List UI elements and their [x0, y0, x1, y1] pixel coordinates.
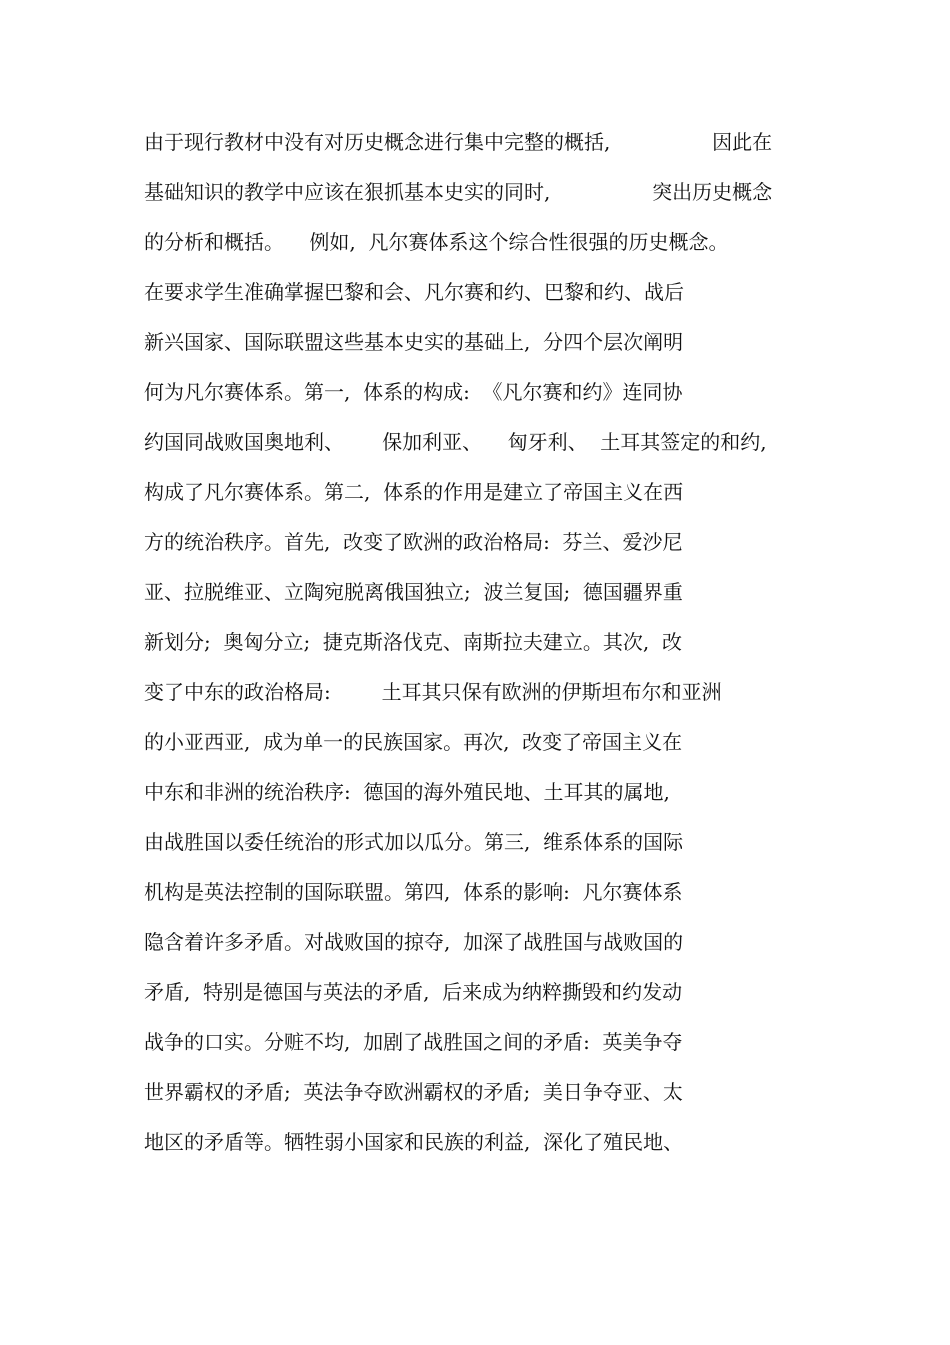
text-line: 在要求学生准确掌握巴黎和会、凡尔赛和约、巴黎和约、战后 — [144, 280, 684, 304]
text-line: 约国同战败国奥地利、 保加利亚、 匈牙利、 土耳其签定的和约, — [144, 430, 767, 454]
text-line: 世界霸权的矛盾; 英法争夺欧洲霸权的矛盾; 美日争夺亚、太 — [144, 1080, 683, 1104]
text-line: 方的统治秩序。首先, 改变了欧洲的政治格局: 芬兰、爱沙尼 — [144, 530, 683, 554]
text-line: 地区的矛盾等。牺牲弱小国家和民族的利益, 深化了殖民地、 — [144, 1130, 684, 1154]
text-line: 的小亚西亚, 成为单一的民族国家。再次, 改变了帝国主义在 — [144, 730, 683, 754]
text-line: 新划分; 奥匈分立; 捷克斯洛伐克、南斯拉夫建立。其次, 改 — [144, 630, 682, 654]
text-line: 机构是英法控制的国际联盟。第四, 体系的影响: 凡尔赛体系 — [144, 880, 683, 904]
text-line: 变了中东的政治格局: 土耳其只保有欧洲的伊斯坦布尔和亚洲 — [144, 680, 722, 704]
text-line: 的分析和概括。 例如, 凡尔赛体系这个综合性很强的历史概念。 — [144, 230, 729, 254]
text-line: 战争的口实。分赃不均, 加剧了战胜国之间的矛盾: 英美争夺 — [144, 1030, 683, 1054]
text-line: 构成了凡尔赛体系。第二, 体系的作用是建立了帝国主义在西 — [144, 480, 684, 504]
text-line: 矛盾, 特别是德国与英法的矛盾, 后来成为纳粹撕毁和约发动 — [144, 980, 683, 1004]
body-text — [144, 125, 844, 1175]
text-line: 中东和非洲的统治秩序: 德国的海外殖民地、土耳其的属地, — [144, 780, 670, 804]
text-line: 何为凡尔赛体系。第一, 体系的构成: 《凡尔赛和约》连同协 — [144, 380, 683, 404]
text-line: 基础知识的教学中应该在狠抓基本史实的同时, 突出历史概念 — [144, 180, 773, 204]
text-line: 由战胜国以委任统治的形式加以瓜分。第三, 维系体系的国际 — [144, 830, 684, 854]
text-line: 隐含着许多矛盾。对战败国的掠夺, 加深了战胜国与战败国的 — [144, 930, 684, 954]
text-line: 亚、拉脱维亚、立陶宛脱离俄国独立; 波兰复国; 德国疆界重 — [144, 580, 683, 604]
text-line: 由于现行教材中没有对历史概念进行集中完整的概括, 因此在 — [144, 130, 773, 154]
text-line: 新兴国家、国际联盟这些基本史实的基础上, 分四个层次阐明 — [144, 330, 684, 354]
